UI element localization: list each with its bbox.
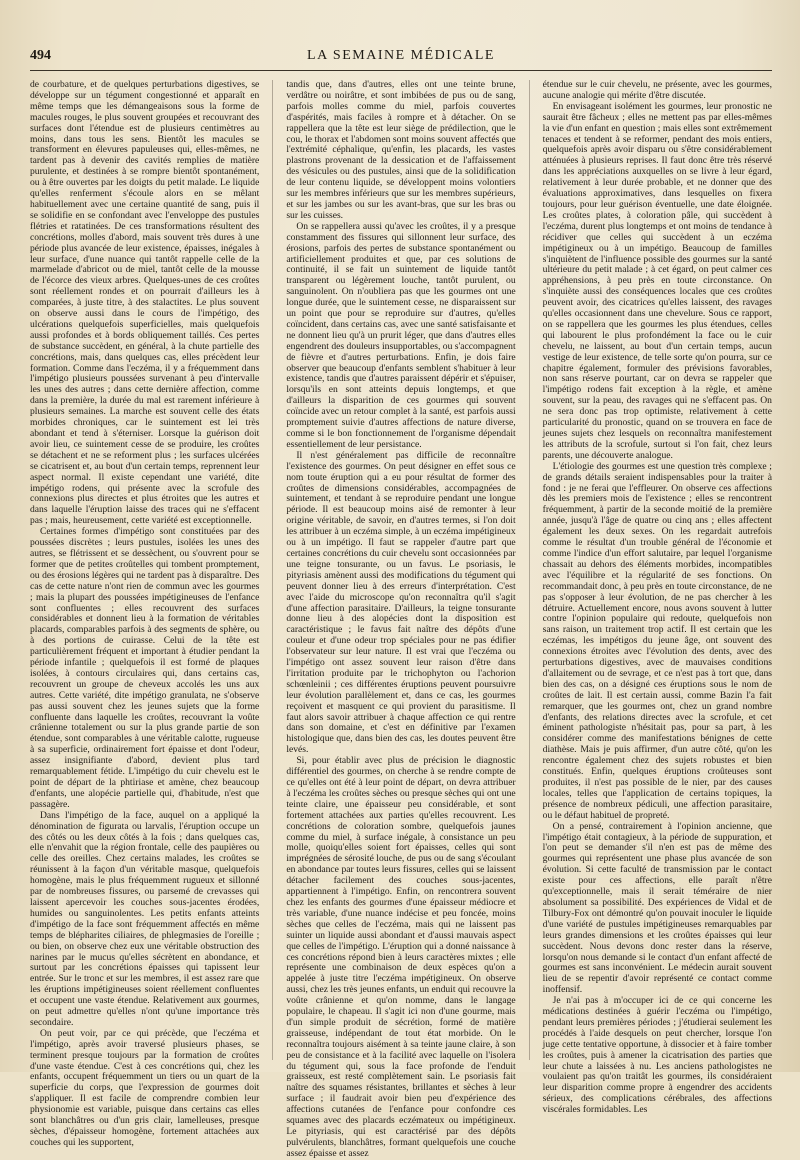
paragraph: On se rappellera aussi qu'avec les croûtes, il y a presque constamment des fissures qui sillonnent leur surface, des érosions, parfois des pertes de substance spontanément ou artificiellement produites et que, par ces solutions de continuité, il se fait un suintement de liquide tantôt transparent ou légèrement louche, tantôt purulent, ou sanguinolent. On n'oubliera pas que les gourmes ont une longue durée, que le suintement cesse, ne disparaissent sur un point que pour se reproduire sur d'autres, qu'elles coïncident, dans certains cas, avec une santé satisfaisante et ne donnent lieu qu'à un prurit léger, que dans d'autres elles engendrent des douleurs insupportables, ou s'accompagnent de fièvre et d'autres perturbations. Enfin, je dois faire observer que beaucoup d'enfants semblent s'habituer à leur existence, tandis que d'autres paraissent dépérir et s'épuiser, lorsqu'ils en sont atteints depuis longtemps, et que d'ailleurs la disparition de ces gourmes qui souvent coïncide avec un retour complet à la santé, est parfois aussi promptement suivie d'autres affections de nature diverse, comme si le bon fonctionnement de l'organisme dépendait essentiellement de leur persistance. <box>286 220 516 450</box>
paragraph: En envisageant isolément les gourmes, leur pronostic ne saurait être fâcheux ; elles ne mettent pas par elles-mêmes la vie d'un enfant en question ; mais elles sont extrêmement tenaces et tendent à se reformer, pendant des mois entiers, quelquefois après avoir disparu ou s'être considérablement atténuées à plusieurs reprises. Il faut donc être très réservé dans les appréciations auxquelles on se livre à leur égard, relativement à leur durée probable, et ne donner que des évaluations approximatives, dans lesquelles on fixera toujours, pour leur guérison éventuelle, une date éloignée. Les croûtes plates, à coloration pâle, qui succèdent à l'eczéma, durent plus longtemps et ont moins de tendance à récidiver que celles qui succèdent à un eczéma impétigineux ou à un impétigo. Beaucoup de familles s'inquiètent de l'influence possible des gourmes sur la santé ultérieure du petit malade ; à cet égard, on peut calmer ces appréhensions, à peu près en toute circonstance. On s'inquiète aussi des conséquences locales que ces croûtes peuvent avoir, des cicatrices qu'elles laissent, des ravages qu'elles occasionnent dans une chevelure. Sous ce rapport, on se rappellera que les gourmes les plus étendues, celles qui labourent le plus profondément la face ou le cuir chevelu, ne laissent, au bout d'un certain temps, aucun vestige de leur existence, de telle sorte qu'on pourra, sur ce chapitre également, formuler des prévisions favorables, non sans réserve pourtant, car on devra se rappeler que l'impétigo rodens fait exception à la règle, et amène souvent, sur la peau, des ravages qui ne s'effacent pas. On ne sera donc pas trop optimiste, relativement à cette particularité du pronostic, quand on se trouvera en face de jeunes sujets chez lesquels on reconnaîtra manifestement les attributs de la scrofule, surtout si l'on fait, chez leurs parents, une découverte analogue. <box>542 100 772 461</box>
paragraph: On a pensé, contrairement à l'opinion ancienne, que l'impétigo était contagieux, à la période de suppuration, et l'on peut se demander s'il n'en est pas de même des gourmes qui représentent une phase plus avancée de son évolution. Si cette faculté de transmission par le contact existe pour ces affections, elle paraît n'être qu'exceptionnelle, mais il serait téméraire de nier absolument sa possibilité. Des expériences de Vidal et de Tilbury-Fox ont démontré qu'on pouvait inoculer le liquide d'une variété de pustules impétigineuses remarquables par leurs grandes dimensions et les croûtes épaisses qui leur succèdent. Nous devons donc rester dans la réserve, lorsqu'on nous demande si le contact d'un enfant affecté de gourmes est sans inconvénient. Le médecin aurait souvent lieu de se repentir d'avoir représenté ce contact comme inoffensif. <box>542 820 772 996</box>
paragraph: Il n'est généralement pas difficile de reconnaître l'existence des gourmes. On peut désigner en effet sous ce nom toute éruption qui a eu pour résultat de former des croûtes de dimensions considérables, accompagnées de suintement, et tendant à se reproduire pendant une longue période. Il est beaucoup moins aisé de remonter à leur origine véritable, de savoir, en d'autres termes, si l'on doit les attribuer à un eczéma simple, à un eczéma impétigineux ou à un impétigo. Il faut se rappeler d'autre part que certaines concrétions du cuir chevelu sont occasionnées par une teigne tonsurante, ou un favus. Le psoriasis, le pityriasis amènent aussi des modifications du tégument qui peuvent donner lieu à des erreurs d'interprétation. C'est avec l'aide du microscope qu'on reconnaîtra qu'il s'agit d'une affection parasitaire. D'ailleurs, la teigne tonsurante donne lieu à des alopécies dont la disposition est caractéristique ; le favus fait naître des dépôts d'une couleur et d'une odeur trop spéciales pour ne pas édifier l'observateur sur leur nature. Il est vrai que l'eczéma ou l'impétigo ont assez souvent leur raison d'être dans l'irritation produite par le trichophyton ou l'achorion schœnleinii ; ces différentes éruptions peuvent poursuivre leur évolution parallèlement et, dans ce cas, les gourmes reçoivent et masquent ce qui provient du parasitisme. Il faut alors savoir attribuer à chaque affection ce qui rentre dans son domaine, et c'est en définitive par l'examen histologique que, dans bien des cas, les doutes peuvent être levés. <box>286 449 516 756</box>
paragraph: étendue sur le cuir chevelu, ne présente, avec les gourmes, aucune analogie qui mérite d'être discutée. <box>542 79 772 101</box>
paragraph: Je n'ai pas à m'occuper ici de ce qui concerne les médications destinées à guérir l'eczéma ou l'impétigo, pendant leurs premières périodes ; j'étudierai seulement les procédés à l'aide desquels on peut chercher, lorsque l'on juge cette tentative opportune, à dissocier et à faire tomber les croûtes, puis à amener la cicatrisation des parties que leur chute a laissées à nu. Les anciens pathologistes ne voulaient pas qu'on traitât les gourmes, ils considéraient leur disparition comme propre à engendrer des accidents sérieux, des complications cérébrales, des affections viscérales formidables. Les <box>542 995 772 1116</box>
paragraph: tandis que, dans d'autres, elles ont une teinte brune, verdâtre ou noirâtre, et sont imbibées de pus ou de sang, parfois molles comme du miel, parfois couvertes d'aspérités, mais faciles à rompre et à détacher. On se rappellera que la tête est leur siège de prédilection, que le cou, le thorax et l'abdomen sont moins souvent affectés que l'extrémité céphalique, qu'enfin, les placards, les vastes plastrons provenant de la dessication et de l'affaissement des vésicules ou des pustules, ainsi que de la solidification de leur contenu liquide, se développent moins volontiers sur les membres inférieurs que sur les membres supérieurs, et sur les jambes ou sur les avant-bras, que sur les bras ou sur les cuisses. <box>286 79 516 221</box>
paragraph: Certaines formes d'impétigo sont constituées par des poussées discrètes ; leurs pustules, isolées les unes des autres, se flétrissent et se dessèchent, ou s'ouvrent pour se former que de petites croûtelles qui tombent promptement, ou des érosions légères qui ne tardent pas à disparaître. Des cas de cette nature n'ont rien de commun avec les gourmes ; mais la plupart des poussées impétigineuses de l'enfance sont confluentes ; elles recouvrent des surfaces considérables et donnent lieu à la formation de véritables placards, comparables parfois à des segments de sphère, ou à des portions de cuirasse. Celui de la tête est particulièrement fréquent et important à étudier pendant la période infantile ; quelquefois il est formé de plaques isolées, à contours circulaires qui, dans certains cas, recouvrent un groupe de cheveux accolés les uns aux autres. Cette variété, dite impétigo granulata, ne s'observe pas aussi souvent chez les jeunes sujets que la forme confluente dans laquelle les croûtes, recouvrant la voûte crânienne totalement ou sur la plus grande partie de son étendue, sont comparables à une véritable calotte, rugueuse à sa superficie, ordinairement fort épaisse et dont l'odeur, assez insignifiante d'abord, devient plus tard remarquablement fétide. L'impétigo du cuir chevelu est le point de départ de la phtiriase et amène, chez beaucoup d'enfants, une alopécie partielle qui, d'habitude, n'est que passagère. <box>30 526 260 810</box>
paragraph: On peut voir, par ce qui précède, que l'eczéma et l'impétigo, après avoir traversé plusieurs phases, se terminent presque toujours par la formation de croûtes d'une vaste étendue. C'est à ces concrétions qui, chez les enfants, occupent fréquemment un tiers ou un quart de la superficie du corps, que l'expression de gourmes doit s'appliquer. Il est facile de comprendre combien leur physionomie est variable, puisque dans certains cas elles sont blanchâtres ou d'un gris clair, lamelleuses, presque sèches, d'épaisseur homogène, fortement attachées aux couches qui les supportent, <box>30 1027 260 1148</box>
column-rule <box>529 80 530 1060</box>
page-header <box>30 46 772 71</box>
column-rule <box>272 80 273 1060</box>
page-number: 494 <box>30 48 51 63</box>
column-left <box>30 79 260 1148</box>
paragraph: de courbature, et de quelques perturbations digestives, se développe sur un tégument congestionné et apparaît en même temps que les démangeaisons sous la forme de macules rouges, le plus souvent groupées et recouvrant des surfaces dont l'étendue est de plusieurs centimètres au moins, dans tous les sens. Bientôt les macules se transforment en élevures papuleuses qui, elles-mêmes, ne tardent pas à devenir des cavités remplies de matière purulente, et destinées à se rompre bientôt spontanément, ou à être ouvertes par les doigts du petit malade. Le liquide qu'elles renferment s'écoule alors en se mêlant habituellement avec une certaine quantité de sang, puis il se solidifie en se confondant avec l'enveloppe des pustules flétries et ratatinées. De ces transformations résultent des concrétions, molles d'abord, mais souvent très dures à une période plus avancée de leur existence, épaisses, inégales à leur surface, d'une nuance qui tantôt rappelle celle de la marmelade d'abricot ou de miel, tantôt celle de la mousse de l'écorce des vieux arbres. Quelques-unes de ces croûtes sont réellement rondes et on pourrait d'ailleurs les à comparées, à juste titre, à des stalactites. Le plus souvent on observe aussi dans le cours de l'impétigo, des ulcérations quelquefois superficielles, mais quelquefois aussi profondes et à bords obliquement taillés. Ces pertes de substance succèdent, en général, à la chute partielle des concrétions, mais, dans quelques cas, elles précèdent leur formation. Comme dans l'eczéma, il y a fréquemment dans l'impétigo plusieurs poussées survenant à peu d'intervalle les unes des autres ; dans cette dernière affection, comme dans la première, la durée du mal est rarement inférieure à plusieurs semaines. La marche est souvent celle des états morbides chroniques, car le suintement est lei très abondant et tend à s'éterniser. Lorsque la guérison doit avoir lieu, ce suintement cesse de se produire, les croûtes se détachent et ne se reforment plus ; les surfaces ulcérées se cicatrisent et, au bout d'un certain temps, reprennent leur aspect normal. Il existe cependant une variété, dite impétigo rodens, qui présente avec la scrofule des connexions plus directes et plus étroites que les autres et dans laquelle l'éruption laisse des traces qui ne s'effacent pas ; mais, heureusement, cette variété est exceptionnelle. <box>30 79 260 527</box>
column-middle <box>286 79 516 1159</box>
column-right <box>542 79 772 1116</box>
paragraph: Si, pour établir avec plus de précision le diagnostic différentiel des gourmes, on cherche à se rendre compte de ce qu'elles ont été à leur point de départ, on devra attribuer à l'eczéma les croûtes sèches ou presque sèches qui ont une teinte claire, une épaisseur peu considérable, et sont fortement attachées aux parties qu'elles recouvrent. Les concrétions de coloration sombre, quelquefois jaunes comme du miel, à surface inégale, à consistance un peu molle, quoiqu'elles soient fort épaisses, celles qui sont imprégnées de sérosité louche, de pus ou de sang s'écoulant en abondance par toutes leurs fissures, celles qui se laissent détacher facilement des couches sous-jacentes, appartiennent à l'impétigo. Enfin, on rencontrera souvent chez les enfants des gourmes d'une épaisseur médiocre et très variable, d'une nuance indécise et peu foncée, moins sèches que celles de l'eczéma, mais qui ne laissent pas suinter un liquide aussi abondant et d'aussi mauvais aspect que celles de l'impétigo. L'éruption qui a donné naissance à ces concrétions répond bien à leurs caractères mixtes ; elle représente une combinaison de deux espèces qu'on a appelée à juste titre l'eczéma impétigineux. On observe aussi, chez les très jeunes enfants, un enduit qui recouvre la voûte crânienne et qu'on nomme, dans le langage populaire, le chapeau. Il s'agit ici non d'une gourme, mais d'un simple produit de sécrétion, formé de matière graisseuse, indépendant de tout état morbide. On le reconnaîtra toujours aisément à sa teinte jaune claire, à son peu de consistance et à la facilité avec laquelle on l'isolera du tégument qui, sous la face profonde de l'enduit graisseux, est resté complètement sain. Le psoriasis fait naître des squames résistantes, brillantes et sèches à leur surface ; il faudrait avoir bien peu d'expérience des affections cutanées de l'enfance pour confondre ces squames avec des placards eczémateux ou impétigineux. Le pityriasis, qui est caractérisé par des dépôts pulvérulents, blanchâtres, formant quelquefois une couche assez épaisse et assez <box>286 755 516 1159</box>
paragraph: L'étiologie des gourmes est une question très complexe ; de grands détails seraient indispensables pour la traiter à fond : je ne ferai que l'effleurer. On observe ces affections dès les premiers mois de l'existence ; elles se rencontrent fréquemment, à partir de la seconde moitié de la première année, jusqu'à l'âge de quatre ou cinq ans ; elles affectent également les deux sexes. On les regardait autrefois comme le résultat d'un trouble général de l'économie et comme l'indice d'un effort salutaire, par lequel l'organisme chassait au dehors des éléments morbides, incompatibles avec l'équilibre et la régularité de ses fonctions. On recommandait donc, à peu près en toute circonstance, de ne pas s'opposer à leur évolution, de ne pas chercher à les détruire. Actuellement encore, nous avons souvent à lutter contre l'opinion populaire qui redoute, quelquefois non sans raison, un traitement trop actif. Il est certain que les eczémas, les impétigos du jeune âge, ont souvent des connexions étroites avec l'évolution des dents, avec des perturbations digestives, avec de mauvaises conditions d'allaitement ou de sevrage, et ce n'est pas à tort que, dans bien des cas, on a désigné ces éruptions sous le nom de croûtes de lait. Il est certain aussi, comme Bazin l'a fait remarquer, que les gourmes ont, chez un grand nombre d'enfants, des relations directes avec la scrofule, et cet éminent pathologiste n'hésitait pas, pour sa part, à les considérer comme des manifestations bénignes de cette diathèse. Mais je puis affirmer, d'un autre côté, qu'on les rencontre également chez des sujets robustes et bien constitués. Enfin, quelques éruptions croûteuses sont produites, il n'est pas possible de le nier, par des causes locales, telles que l'application de certains topiques, la présence de nombreux pédiculi, une affection parasitaire, ou le défaut habituel de propreté. <box>542 460 772 821</box>
journal-title: LA SEMAINE MÉDICALE <box>307 48 495 63</box>
text-columns <box>30 79 772 1159</box>
paragraph: Dans l'impétigo de la face, auquel on a appliqué la dénomination de figurata ou larvalis, l'éruption occupe un des côtés ou les deux côtés à la fois ; dans quelques cas, elle n'envahit que la région frontale, celle des paupières ou celle des oreilles. Chez certains malades, les croûtes se réunissent à la façon d'un véritable masque, quelquefois homogène, mais le plus fréquemment rugueux et sillonné par de nombreuses fissures, ou parsemé de crevasses qui laissent apercevoir les couches sous-jacentes érodées, humides ou sanguinolentes. Les petits enfants atteints d'impétigo de la face sont fréquemment affectés en même temps de blépharites ciliaires, de phlegmasies de l'oreille ; ou bien, on observe chez eux une véritable obstruction des narines par le mucus qu'elles sécrètent en abondance, et surtout par les concrétions épaisses qui tapissent leur entrée. Sur le tronc et sur les membres, il est assez rare que les éruptions impétigineuses soient réellement confluentes et occupent une vaste étendue. Relativement aux gourmes, on peut admettre qu'elles n'ont qu'une importance très secondaire. <box>30 809 260 1028</box>
